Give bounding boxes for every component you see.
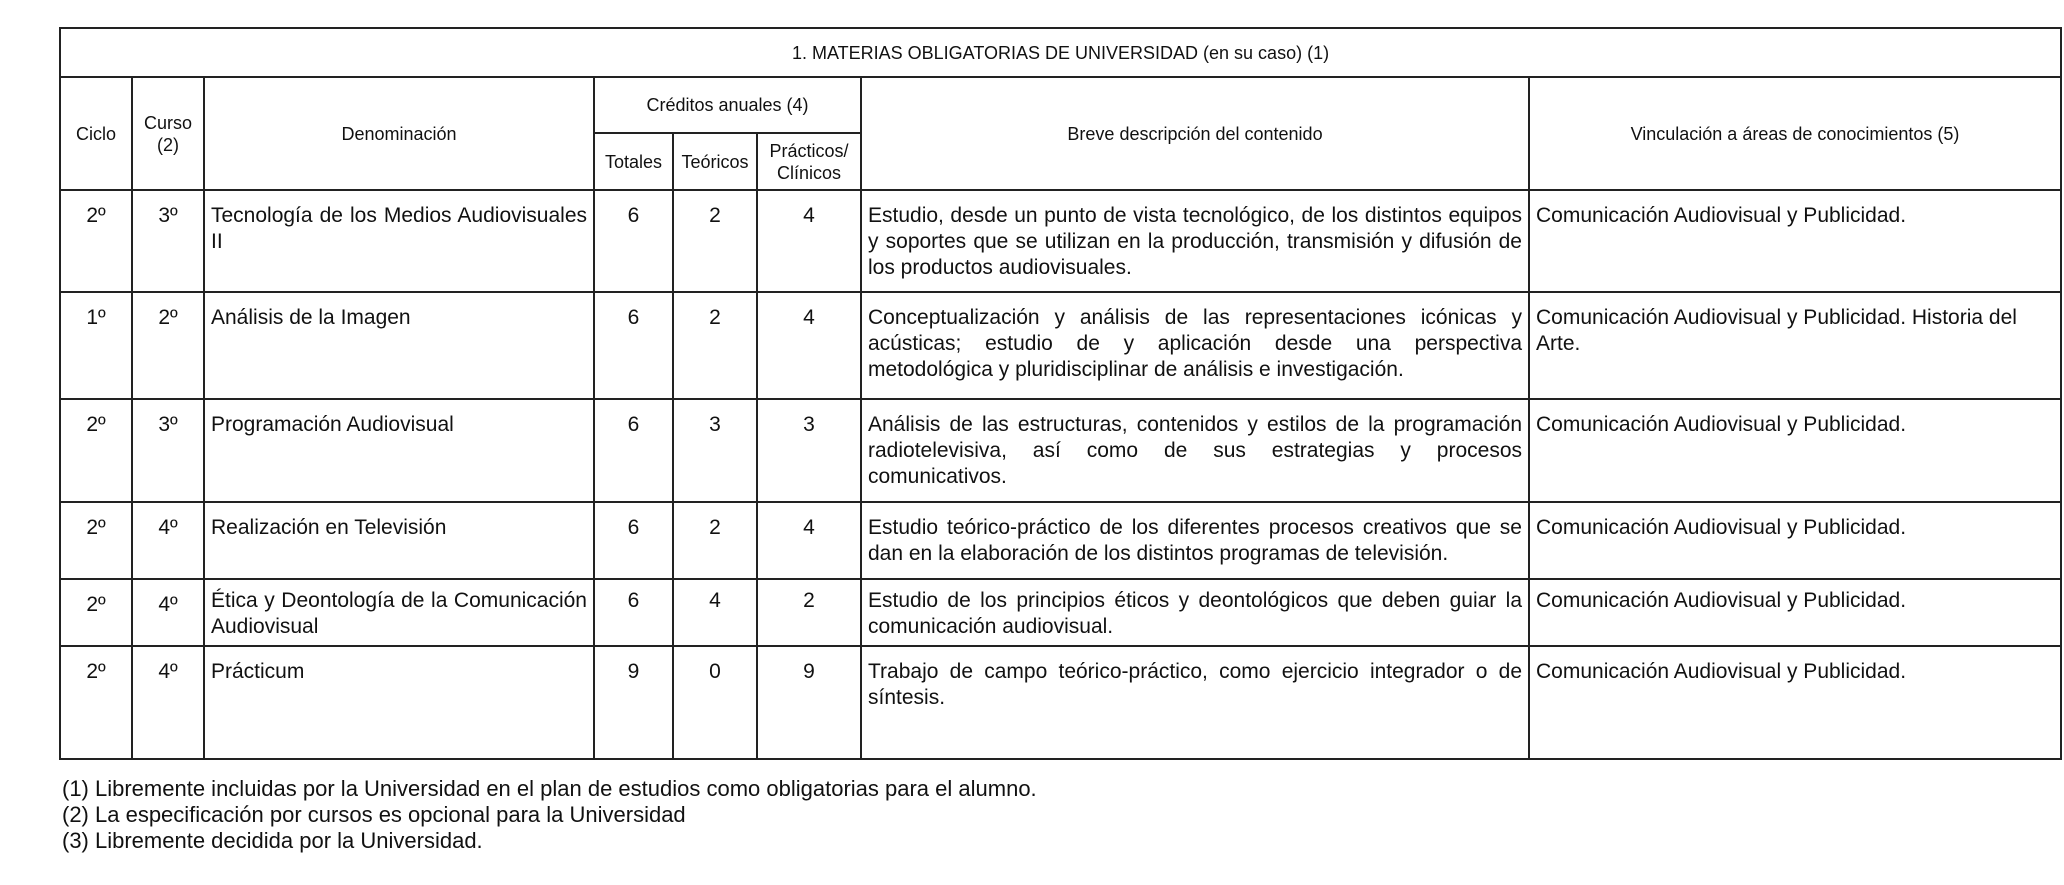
header-ciclo: Ciclo: [60, 77, 132, 190]
cell-curso: 3º: [132, 399, 204, 502]
cell-descripcion: Estudio teórico-práctico de los diferentes procesos creativos que se dan en la elaboración de los distintos programas de televisión.: [861, 502, 1529, 579]
table-row: [60, 399, 2061, 502]
cell-totales: 9: [594, 646, 673, 759]
cell-totales: 6: [594, 399, 673, 502]
cell-vinculacion: Comunicación Audiovisual y Publicidad.: [1529, 190, 2061, 292]
footnote-3: (3) Libremente decidida por la Universidad.: [62, 828, 483, 853]
cell-denominacion: Tecnología de los Medios Audiovisuales II: [204, 190, 594, 292]
header-practicos: Prácticos/ Clínicos: [757, 133, 861, 190]
cell-denominacion: Prácticum: [204, 646, 594, 759]
cell-teoricos: 2: [673, 190, 757, 292]
cell-denominacion: Análisis de la Imagen: [204, 292, 594, 399]
cell-practicos: 4: [757, 190, 861, 292]
table-row: [60, 292, 2061, 399]
cell-teoricos: 2: [673, 292, 757, 399]
cell-totales: 6: [594, 190, 673, 292]
cell-descripcion: Conceptualización y análisis de las representaciones icónicas y acústicas; estudio de y aplicación desde una perspectiva metodológica y pluridisciplinar de análisis e investigación.: [861, 292, 1529, 399]
header-totales: Totales: [594, 133, 673, 190]
cell-curso: 3º: [132, 190, 204, 292]
subjects-table: [59, 27, 2062, 760]
cell-teoricos: 4: [673, 579, 757, 646]
cell-teoricos: 2: [673, 502, 757, 579]
header-denominacion: Denominación: [204, 77, 594, 190]
footnote-2: (2) La especificación por cursos es opcional para la Universidad: [62, 802, 686, 827]
header-curso: Curso (2): [132, 77, 204, 190]
cell-denominacion: Ética y Deontología de la Comunicación Audiovisual: [204, 579, 594, 646]
cell-practicos: 9: [757, 646, 861, 759]
cell-totales: 6: [594, 292, 673, 399]
cell-denominacion: Realización en Televisión: [204, 502, 594, 579]
table-row: [60, 190, 2061, 292]
cell-curso: 4º: [132, 646, 204, 759]
cell-descripcion: Estudio de los principios éticos y deontológicos que deben guiar la comunicación audiovisual.: [861, 579, 1529, 646]
header-vinculacion: Vinculación a áreas de conocimientos (5): [1529, 77, 2061, 190]
header-teoricos: Teóricos: [673, 133, 757, 190]
table-row: [60, 579, 2061, 646]
cell-curso: 4º: [132, 502, 204, 579]
cell-totales: 6: [594, 579, 673, 646]
cell-practicos: 4: [757, 502, 861, 579]
header-creditos: Créditos anuales (4): [594, 77, 861, 133]
table-row: [60, 646, 2061, 759]
cell-descripcion: Análisis de las estructuras, contenidos y estilos de la programación radiotelevisiva, así como de sus estrategias y procesos comunicativos.: [861, 399, 1529, 502]
cell-teoricos: 0: [673, 646, 757, 759]
cell-ciclo: 2º: [60, 190, 132, 292]
cell-ciclo: 2º: [60, 579, 132, 646]
cell-ciclo: 1º: [60, 292, 132, 399]
cell-vinculacion: Comunicación Audiovisual y Publicidad.: [1529, 502, 2061, 579]
cell-vinculacion: Comunicación Audiovisual y Publicidad.: [1529, 579, 2061, 646]
cell-practicos: 4: [757, 292, 861, 399]
cell-vinculacion: Comunicación Audiovisual y Publicidad. Historia del Arte.: [1529, 292, 2061, 399]
cell-practicos: 3: [757, 399, 861, 502]
cell-curso: 2º: [132, 292, 204, 399]
table-row: [60, 502, 2061, 579]
cell-ciclo: 2º: [60, 502, 132, 579]
cell-ciclo: 2º: [60, 646, 132, 759]
cell-vinculacion: Comunicación Audiovisual y Publicidad.: [1529, 399, 2061, 502]
cell-teoricos: 3: [673, 399, 757, 502]
cell-curso: 4º: [132, 579, 204, 646]
cell-totales: 6: [594, 502, 673, 579]
footnote-1: (1) Libremente incluidas por la Universidad en el plan de estudios como obligatorias para el alumno.: [62, 776, 1037, 801]
cell-descripcion: Trabajo de campo teórico-práctico, como ejercicio integrador o de síntesis.: [861, 646, 1529, 759]
header-descripcion: Breve descripción del contenido: [861, 77, 1529, 190]
cell-ciclo: 2º: [60, 399, 132, 502]
table-title: 1. MATERIAS OBLIGATORIAS DE UNIVERSIDAD (en su caso) (1): [60, 28, 2061, 77]
cell-descripcion: Estudio, desde un punto de vista tecnológico, de los distintos equipos y soportes que se utilizan en la producción, transmisión y difusión de los productos audiovisuales.: [861, 190, 1529, 292]
cell-vinculacion: Comunicación Audiovisual y Publicidad.: [1529, 646, 2061, 759]
cell-practicos: 2: [757, 579, 861, 646]
cell-denominacion: Programación Audiovisual: [204, 399, 594, 502]
